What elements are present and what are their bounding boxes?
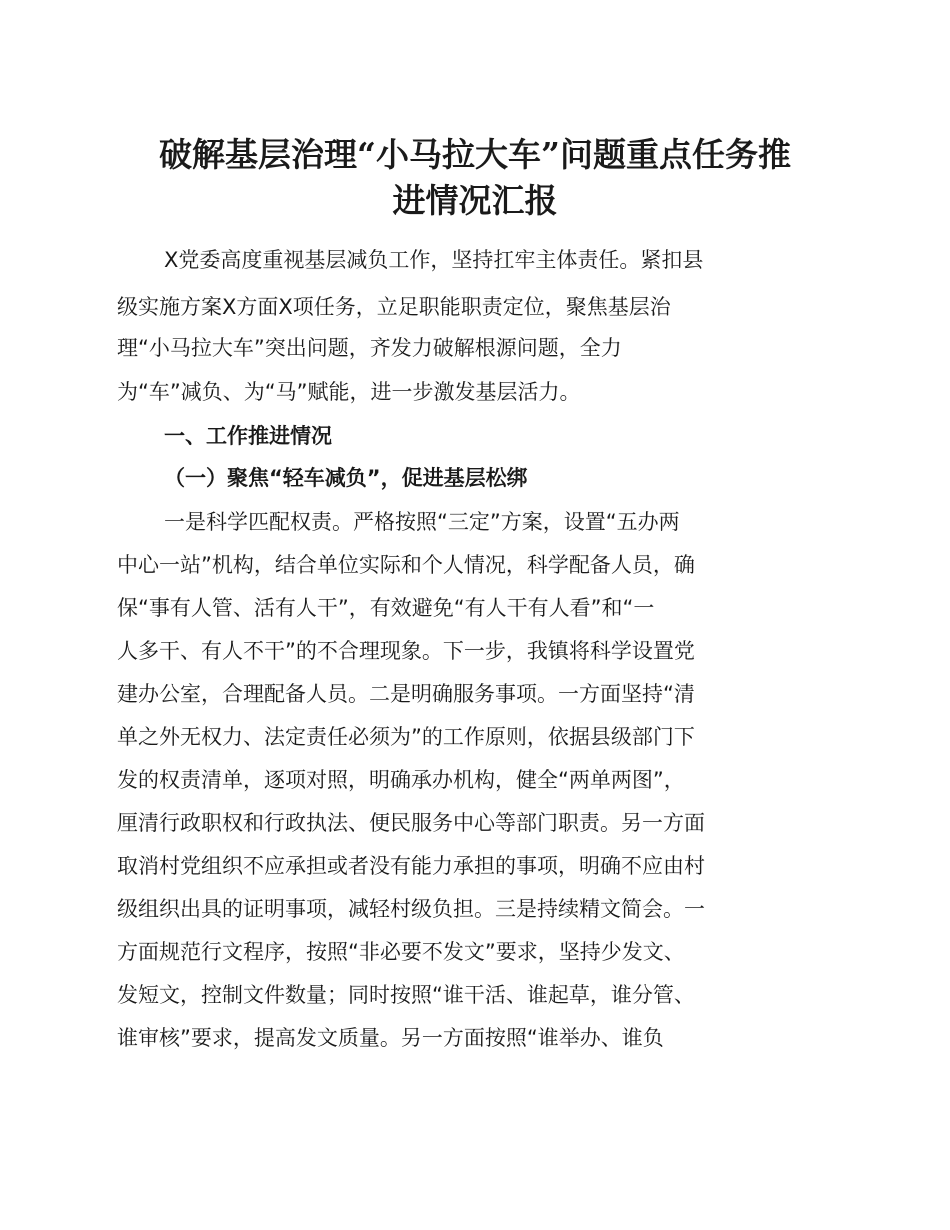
body-line: 中心一站”机构，结合单位实际和个人情况，科学配备人员，确 <box>117 553 695 577</box>
body-line: 建办公室，合理配备人员。二是明确服务事项。一方面坚持“清 <box>117 682 695 706</box>
document-title-line-1: 破解基层治理“小马拉大车”问题重点任务推 <box>159 135 791 174</box>
section-heading: 一、工作推进情况 <box>164 424 332 448</box>
body-line: 发的权责清单，逐项对照，明确承办机构，健全“两单两图”， <box>117 768 685 792</box>
intro-line: 级实施方案X方面X项任务，立足职能职责定位，聚焦基层治 <box>117 295 671 319</box>
body-line: 人多干、有人不干”的不合理现象。下一步，我镇将科学设置党 <box>117 639 695 663</box>
document-title-line-2: 进情况汇报 <box>392 181 558 220</box>
body-line: 方面规范行文程序，按照“非必要不发文”要求，坚持少发文、 <box>117 940 685 964</box>
body-line: 谁审核”要求，提高发文质量。另一方面按照“谁举办、谁负 <box>117 1026 664 1050</box>
intro-line: 为“车”减负、为“马”赋能，进一步激发基层活力。 <box>117 380 581 404</box>
body-line: 取消村党组织不应承担或者没有能力承担的事项，明确不应由村 <box>117 854 705 878</box>
intro-line: 理“小马拉大车”突出问题，齐发力破解根源问题，全力 <box>117 336 622 360</box>
body-line: 厘清行政职权和行政执法、便民服务中心等部门职责。另一方面 <box>117 811 705 835</box>
body-line: 一是科学匹配权责。严格按照“三定”方案，设置“五办两 <box>164 510 680 534</box>
intro-line: X党委高度重视基层减负工作，坚持扛牢主体责任。紧扣县 <box>164 248 704 272</box>
body-line: 保“事有人管、活有人干”，有效避免“有人干有人看”和“一 <box>117 596 655 620</box>
body-line: 单之外无权力、法定责任必须为”的工作原则，依据县级部门下 <box>117 725 695 749</box>
body-line: 级组织出具的证明事项，减轻村级负担。三是持续精文简会。一 <box>117 897 705 921</box>
subsection-heading: （一）聚焦“轻车减负”，促进基层松绑 <box>164 466 528 490</box>
body-line: 发短文，控制文件数量；同时按照“谁干活、谁起草，谁分管、 <box>117 983 695 1007</box>
